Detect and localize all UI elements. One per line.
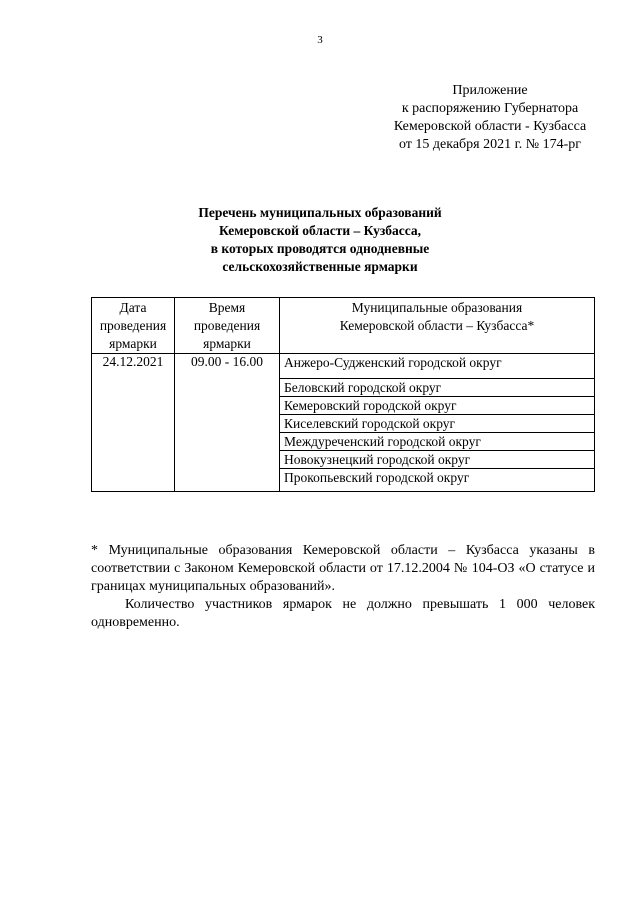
municipality-cell: Анжеро-Судженский городской округ (280, 354, 595, 379)
header-time-line: проведения (193, 318, 261, 333)
participants-note: Количество участников ярмарок не должно превышать 1 000 человек одновременно. (91, 597, 595, 630)
appendix-line: от 15 декабря 2021 г. № 174-рг (398, 137, 582, 152)
document-title (0, 204, 640, 276)
header-municipalities (280, 298, 595, 354)
fair-time: 09.00 - 16.00 (175, 354, 280, 492)
appendix-line: Кемеровской области - Кузбасса (393, 119, 587, 134)
table-header-row (92, 298, 595, 354)
header-date-line: ярмарки (109, 336, 157, 351)
title-line: сельскохозяйственные ярмарки (222, 259, 418, 274)
municipality-cell: Прокопьевский городской округ (280, 469, 595, 492)
municipality-cell: Киселевский городской округ (280, 415, 595, 433)
header-municipalities-line: Муниципальные образования (351, 300, 523, 315)
municipality-cell: Кемеровский городской округ (280, 397, 595, 415)
header-date (92, 298, 175, 354)
header-time (175, 298, 280, 354)
appendix-line: Приложение (452, 83, 528, 98)
header-time-line: Время (208, 300, 246, 315)
municipality-cell: Междуреченский городской округ (280, 433, 595, 451)
header-municipalities-line: Кемеровской области – Кузбасса* (339, 318, 535, 333)
header-time-line: ярмарки (203, 336, 251, 351)
title-line: Перечень муниципальных образований (198, 205, 442, 220)
appendix-line: к распоряжению Губернатора (401, 101, 579, 116)
page-number: 3 (317, 34, 323, 46)
appendix-heading (340, 82, 640, 154)
title-line: в которых проводятся однодневные (210, 241, 430, 256)
table-row (92, 354, 595, 379)
title-line: Кемеровской области – Кузбасса, (218, 223, 422, 238)
fairs-table (91, 297, 595, 492)
header-date-line: проведения (99, 318, 167, 333)
municipality-cell: Новокузнецкий городской округ (280, 451, 595, 469)
header-date-line: Дата (119, 300, 147, 315)
footnote: * Муниципальные образования Кемеровской области – Кузбасса указаны в соответствии с Законом Кемеровской области от 17.12.2004 № 104-ОЗ «О статусе и границах муниципальных образований». (91, 543, 595, 594)
fair-date: 24.12.2021 (92, 354, 175, 492)
municipality-cell: Беловский городской округ (280, 379, 595, 397)
